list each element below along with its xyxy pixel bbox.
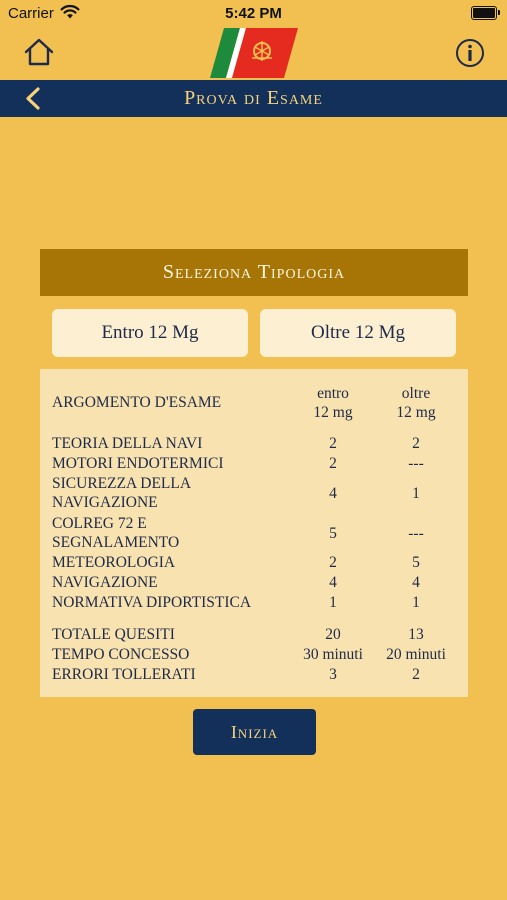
battery-icon (471, 6, 497, 20)
status-bar (0, 0, 507, 28)
header-topic: ARGOMENTO D'ESAME (52, 394, 222, 411)
page-title: Prova di Esame (184, 87, 323, 109)
time-allowed-label: TEMPO CONCESSO (52, 646, 190, 663)
motori-endotermici-oltre: --- (408, 455, 424, 472)
total-questions-entro: 20 (325, 626, 341, 643)
time-allowed-entro: 30 minuti (303, 646, 363, 663)
teoria-navi-entro: 2 (329, 435, 337, 452)
header-entro (303, 384, 363, 422)
header-entro-line-2: 12 mg (313, 404, 353, 421)
status-time: 5:42 PM (225, 5, 282, 22)
logo-icon (210, 28, 298, 78)
info-icon[interactable] (455, 38, 485, 68)
header-oltre-line-1: oltre (401, 385, 431, 402)
errors-allowed-oltre: 2 (412, 666, 420, 683)
home-icon[interactable] (22, 36, 56, 70)
navigazione-oltre: 4 (412, 574, 420, 591)
meteorologia-oltre: 5 (412, 554, 420, 571)
header-entro-line-1: entro (317, 385, 349, 402)
topic-motori-endotermici: MOTORI ENDOTERMICI (52, 455, 224, 472)
colreg-oltre: --- (408, 525, 424, 542)
topic-normativa: NORMATIVA DIPORTISTICA (52, 594, 252, 611)
total-questions-oltre: 13 (408, 626, 424, 643)
section-header: Seleziona Tipologia (40, 249, 468, 296)
exam-table (40, 369, 468, 697)
header-oltre (386, 384, 446, 422)
oltre-12mg-button[interactable]: Oltre 12 Mg (260, 309, 456, 357)
colreg-entro: 5 (329, 525, 337, 542)
topic-meteorologia: METEOROLOGIA (52, 554, 176, 571)
total-questions-label: TOTALE QUESITI (52, 626, 175, 643)
errors-allowed-label: ERRORI TOLLERATI (52, 666, 196, 683)
motori-endotermici-entro: 2 (329, 455, 337, 472)
header-oltre-line-2: 12 mg (396, 404, 436, 421)
errors-allowed-entro: 3 (329, 666, 337, 683)
topic-colreg-line-1: COLREG 72 E (52, 515, 147, 532)
navigazione-entro: 4 (329, 574, 337, 591)
topic-navigazione: NAVIGAZIONE (52, 574, 158, 591)
sicurezza-oltre: 1 (412, 485, 420, 502)
topic-colreg-line-2: SEGNALAMENTO (52, 534, 180, 551)
carrier-label: Carrier (8, 5, 54, 22)
start-button[interactable]: Inizia (193, 709, 316, 755)
topic-sicurezza-line-2: NAVIGAZIONE (52, 494, 158, 511)
topic-sicurezza-line-1: SICUREZZA DELLA (52, 475, 192, 492)
normativa-oltre: 1 (412, 594, 420, 611)
teoria-navi-oltre: 2 (412, 435, 420, 452)
topic-teoria-navi: TEORIA DELLA NAVI (52, 435, 203, 452)
time-allowed-oltre: 20 minuti (386, 646, 446, 663)
title-bar (0, 80, 507, 117)
entro-12mg-button[interactable]: Entro 12 Mg (52, 309, 248, 357)
sicurezza-entro: 4 (329, 485, 337, 502)
normativa-entro: 1 (329, 594, 337, 611)
meteorologia-entro: 2 (329, 554, 337, 571)
